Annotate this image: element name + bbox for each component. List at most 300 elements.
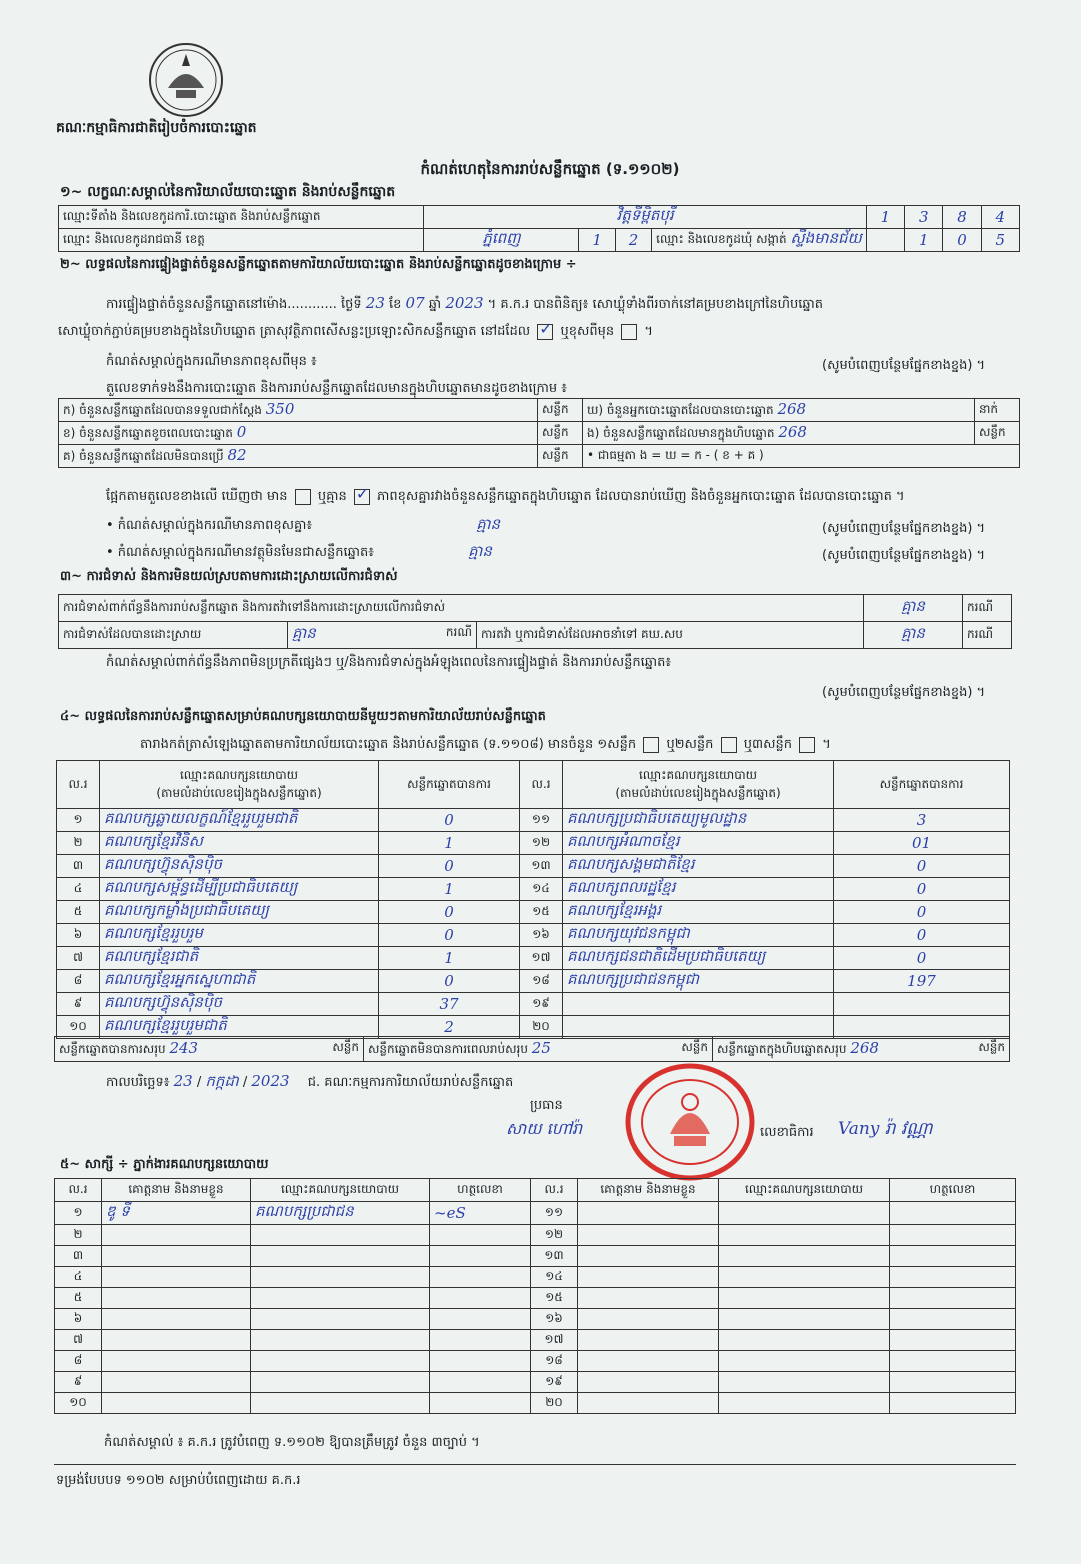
result-row <box>57 832 1010 855</box>
col-no-right: ល.រ <box>520 761 563 809</box>
changed-checkbox[interactable] <box>621 324 637 340</box>
col-party-left-title: ឈ្មោះគណបក្សនយោបាយ <box>179 767 299 782</box>
witness-name-left <box>102 1330 251 1351</box>
committee-logo-icon <box>146 40 226 120</box>
objection-label: ការជំទាស់ពាក់ព័ន្ធនឹងការរាប់សន្លឹកឆ្នោត និងការតវ៉ាទៅនឹងការដោះស្រាយលើការជំទាស់ <box>59 595 864 622</box>
result-no-left: ១ <box>57 809 100 832</box>
has-discrepancy-checkbox[interactable] <box>295 489 311 505</box>
verify-line-1-rest: ។ គ.ក.រ បានពិនិត្យ៖ សោឃ្លុំទាំងពីរចាក់នៅគម្របខាងក្រៅនៃហិបឆ្នោត <box>487 297 824 312</box>
witness-sign-left <box>430 1267 531 1288</box>
witness-party-right <box>719 1330 890 1351</box>
result-votes-left: 37 <box>379 993 520 1016</box>
appeal-value: គ្មាន <box>864 622 963 649</box>
result-no-right: ១៤ <box>520 878 563 901</box>
col-party-left-sub: (តាមលំដាប់លេខរៀងក្នុងសន្លឹកឆ្នោត) <box>156 785 322 800</box>
result-votes-right: 197 <box>834 970 1010 993</box>
result-party-left: គណបក្សកម្លាំងប្រជាធិបតេយ្យ <box>100 901 379 924</box>
spoiled-value: 0 <box>236 423 247 441</box>
commune-code-2: 0 <box>943 229 981 252</box>
witness-row <box>55 1288 1016 1309</box>
witness-no-right: ១៣ <box>531 1246 578 1267</box>
results-body <box>57 809 1010 1039</box>
result-no-left: ១០ <box>57 1016 100 1039</box>
witness-sign-left <box>430 1372 531 1393</box>
result-party-right: គណបក្សសង្គមជាតិខ្មែរ <box>563 855 834 878</box>
witness-no-left: ៣ <box>55 1246 102 1267</box>
col-party-right <box>563 761 834 809</box>
chair-signature: សាយ ហៅរ៉ា <box>506 1119 583 1138</box>
witness-party-left <box>251 1372 430 1393</box>
section-4-title: ៤~ លទ្ធផលនៃការរាប់សន្លឹកឆ្នោតសម្រាប់គណបក្សនយោបាយនីមួយៗតាមការិយាល័យរាប់សន្លឹកឆ្នោត <box>60 709 546 724</box>
location-code-1: 1 <box>866 206 904 229</box>
witness-table <box>54 1178 1016 1414</box>
result-no-left: ៦ <box>57 924 100 947</box>
result-votes-left: 0 <box>379 901 520 924</box>
commune-code-blank <box>866 229 904 252</box>
location-code-2: 3 <box>905 206 943 229</box>
result-party-left: គណបក្សឆ្លាយលក្ខណ៍ខ្មែររួបរួមជាតិ <box>100 809 379 832</box>
province-code-2: 2 <box>615 229 651 252</box>
location-label: ឈ្មោះទីតាំង និងលេខកូដការិ.បោះឆ្នោត និងរាប់សន្លឹកឆ្នោត <box>59 206 424 229</box>
objection-value: គ្មាន <box>864 595 963 622</box>
witness-no-left: ៦ <box>55 1309 102 1330</box>
witness-sign-left <box>430 1225 531 1246</box>
result-party-right: គណបក្សខ្មែរអង្គរ <box>563 901 834 924</box>
location-value: វិត្តទីម្ពិតបុរី <box>424 206 866 229</box>
verify-year: 2023 <box>445 294 484 312</box>
witness-name-left <box>102 1351 251 1372</box>
result-votes-right: 0 <box>834 924 1010 947</box>
witness-row <box>55 1202 1016 1225</box>
form-note: ទម្រង់បែបបទ ១១០២ សម្រាប់បំពេញដោយ គ.ក.រ <box>56 1473 301 1488</box>
witness-row <box>55 1330 1016 1351</box>
witness-sign-right <box>890 1372 1016 1393</box>
witness-no-left: ៤ <box>55 1267 102 1288</box>
seal-text: សោឃ្លុំចាក់ភ្ជាប់គម្របខាងក្នុងនៃហិបឆ្នោត ត្រាសុវត្ថិភាពសើសន្លះប្រឡោះសិកសន្លឹកឆ្នោត នៅដដែល <box>58 324 531 339</box>
date-day: 23 <box>173 1072 193 1090</box>
received-label: ក) ចំនួនសន្លឹកឆ្នោតដែលបានទទួលជាក់ស្តែង <box>63 403 262 417</box>
witness-name-right <box>578 1330 719 1351</box>
result-row <box>57 855 1010 878</box>
result-no-right: ១៧ <box>520 947 563 970</box>
result-party-right <box>563 993 834 1016</box>
result-row <box>57 924 1010 947</box>
verify-time-label: ការផ្ទៀងផ្ទាត់ចំនួនសន្លឹកឆ្នោតនៅម៉ោង............ ថ្ងៃទី <box>106 297 362 312</box>
result-row <box>57 809 1010 832</box>
has-label: ផ្អែកតាមតួលេខខាងលើ ឃើញថា មាន <box>106 489 288 504</box>
w-col-party-right: ឈ្មោះគណបក្សនយោបាយ <box>719 1179 890 1202</box>
result-row <box>57 947 1010 970</box>
witness-name-right <box>578 1246 719 1267</box>
witness-sign-left <box>430 1393 531 1414</box>
witness-name-left <box>102 1225 251 1246</box>
committee-name: គណៈកម្មាធិការជាតិរៀបចំការបោះឆ្នោត <box>56 120 257 136</box>
result-votes-left: 0 <box>379 924 520 947</box>
result-votes-right: 0 <box>834 878 1010 901</box>
witness-sign-left <box>430 1330 531 1351</box>
object-note-line <box>106 542 492 564</box>
results-table <box>56 760 1010 1039</box>
tally-intro-text: តារាងកត់ត្រាសំឡេងឆ្នោតតាមការិយាល័យបោះឆ្នោត និងរាប់សន្លឹកឆ្នោត (ទ.១១០៨) មានចំនួន ១សន្លឹក <box>140 737 637 752</box>
witness-sign-right <box>890 1267 1016 1288</box>
section-1-table <box>58 205 1020 252</box>
result-row <box>57 878 1010 901</box>
witness-sign-left <box>430 1309 531 1330</box>
result-party-right: គណបក្សប្រជាធិបតេយ្យមូលដ្ឋាន <box>563 809 834 832</box>
province-code-1: 1 <box>579 229 615 252</box>
total-box-cell <box>713 1037 1010 1062</box>
col-party-right-title: ឈ្មោះគណបក្សនយោបាយ <box>638 767 758 782</box>
w-col-sign-right: ហត្ថលេខា <box>890 1179 1016 1202</box>
total-box-label: សន្លឹកឆ្នោតក្នុងហិបឆ្នោតសរុប <box>717 1042 847 1056</box>
date-year: 2023 <box>251 1072 290 1090</box>
discrepancy-line <box>106 488 905 507</box>
voters-value: 268 <box>777 400 807 418</box>
witness-party-left <box>251 1393 430 1414</box>
unchanged-checkbox[interactable] <box>537 324 553 340</box>
witness-sign-left <box>430 1288 531 1309</box>
w-col-no-left: ល.រ <box>55 1179 102 1202</box>
witness-sign-right <box>890 1288 1016 1309</box>
resolved-value: គ្មាន <box>292 624 316 642</box>
witness-party-right <box>719 1202 890 1225</box>
irregularity-note-end: (សូមបំពេញបន្ថែមផ្នែកខាងខ្នង) ។ <box>822 685 986 700</box>
result-party-right: គណបក្សជនជាតិដើមប្រជាធិបតេយ្យ <box>563 947 834 970</box>
witness-no-right: ២០ <box>531 1393 578 1414</box>
result-no-right: ២០ <box>520 1016 563 1039</box>
location-code-4: 4 <box>981 206 1019 229</box>
witness-party-left <box>251 1246 430 1267</box>
col-votes-right: សន្លឹកឆ្នោតបានការ <box>834 761 1010 809</box>
total-valid-value: 243 <box>169 1039 199 1057</box>
witness-name-right <box>578 1372 719 1393</box>
one-sheet-checkbox[interactable] <box>643 737 659 753</box>
witness-no-right: ១២ <box>531 1225 578 1246</box>
result-no-left: ២ <box>57 832 100 855</box>
object-note-text: • កំណត់សម្គាល់ក្នុងករណីមានវត្ថុមិនមែនជាសន្លឹកឆ្នោត៖ <box>106 545 374 560</box>
witness-name-left <box>102 1288 251 1309</box>
witness-no-left: ៩ <box>55 1372 102 1393</box>
witness-row <box>55 1393 1016 1414</box>
object-note-value: គ្មាន <box>468 542 492 560</box>
result-party-right: គណបក្សប្រជាជនកម្ពុជា <box>563 970 834 993</box>
commune-code-3: 5 <box>981 229 1019 252</box>
verify-line-2: សោឃ្លុំចាក់ភ្ជាប់គម្របខាងក្នុងនៃហិបឆ្នោត ត្រាសុវត្ថិភាពសើសន្លះប្រឡោះសិកសន្លឹកឆ្នោត នៅដដែល ✓ ឬខុសពីមុន ។ <box>58 323 653 342</box>
witness-party-right <box>719 1267 890 1288</box>
witness-name-right <box>578 1225 719 1246</box>
diff-note-back: (សូមបំពេញបន្ថែមផ្នែកខាងខ្នង) ។ <box>822 521 986 536</box>
witness-row <box>55 1309 1016 1330</box>
inbox-unit: សន្លឹក <box>975 422 1020 445</box>
witness-party-right <box>719 1351 890 1372</box>
result-row <box>57 970 1010 993</box>
inbox-label: ង) ចំនួនសន្លឹកឆ្នោតដែលមានក្នុងហិបឆ្នោត <box>587 426 775 440</box>
resolved-label: ការជំទាស់ដែលបានដោះស្រាយ <box>63 627 202 641</box>
result-no-right: ១១ <box>520 809 563 832</box>
witness-sign-right <box>890 1202 1016 1225</box>
witness-no-right: ១៥ <box>531 1288 578 1309</box>
section-5-title: ៥~ សាក្សី ÷ ភ្នាក់ងារគណបក្សនយោបាយ <box>60 1157 269 1172</box>
received-value: 350 <box>265 400 295 418</box>
unused-value: 82 <box>227 446 247 464</box>
result-no-right: ១៥ <box>520 901 563 924</box>
witness-row <box>55 1246 1016 1267</box>
commune-label: ឈ្មោះ និងលេខកូដឃុំ សង្កាត់ <box>656 232 787 246</box>
appeal-case: ករណី <box>963 622 1012 649</box>
result-votes-right: 3 <box>834 809 1010 832</box>
result-party-left: គណបក្សខ្មែររួបរួមជាតិ <box>100 1016 379 1039</box>
result-no-left: ៣ <box>57 855 100 878</box>
objections-table <box>58 594 1012 649</box>
witness-sign-right <box>890 1393 1016 1414</box>
voters-unit: នាក់ <box>975 399 1020 422</box>
result-party-left: គណបក្សខ្មែរជាតិ <box>100 947 379 970</box>
witness-no-right: ១៦ <box>531 1309 578 1330</box>
spoiled-label: ខ) ចំនួនសន្លឹកឆ្នោតខូចពេលបោះឆ្នោត <box>63 426 233 440</box>
witness-sign-left <box>430 1351 531 1372</box>
result-party-right: គណបក្សពលរដ្ឋខ្មែរ <box>563 878 834 901</box>
inbox-cell <box>583 422 975 445</box>
witness-name-left <box>102 1309 251 1330</box>
witness-name-right <box>578 1309 719 1330</box>
secretary-signature: Vany រ៉ា វណ្ណា <box>838 1119 933 1139</box>
witness-name-left <box>102 1372 251 1393</box>
witness-party-left <box>251 1351 430 1372</box>
result-party-left: គណបក្សសម្ព័ន្ធដើម្បីប្រជាធិបតេយ្យ <box>100 878 379 901</box>
witness-name-left: ឌូ ទី <box>102 1202 251 1225</box>
result-party-left: គណបក្សហ៊្វុនស៊ិនប៉ិច <box>100 855 379 878</box>
resolved-cell <box>59 622 288 649</box>
no-discrepancy-checkbox[interactable] <box>354 489 370 505</box>
tally-intro: តារាងកត់ត្រាសំឡេងឆ្នោតតាមការិយាល័យបោះឆ្នោត និងរាប់សន្លឹកឆ្នោត (ទ.១១០៨) មានចំនួន ១សន្លឹក ឬ២សន្លឹក ឬ៣សន្លឹក ។ <box>140 737 831 752</box>
received-cell <box>59 399 538 422</box>
footnote: កំណត់សម្គាល់ ៖ គ.ក.រ ត្រូវបំពេញ ទ.១១០២ ឱ្យបានត្រឹមត្រូវ ចំនួន ៣ច្បាប់ ។ <box>104 1435 480 1450</box>
figures-intro: តួលេខទាក់ទងនឹងការបោះឆ្នោត និងការរាប់សន្លឹកឆ្នោតដែលមានក្នុងហិបឆ្នោតមានដូចខាងក្រោម ៖ <box>106 381 567 396</box>
witness-no-right: ១៩ <box>531 1372 578 1393</box>
chair-label: ប្រធាន <box>530 1098 563 1113</box>
changed-label: ឬខុសពីមុន <box>560 324 615 339</box>
col-party-right-sub: (តាមលំដាប់លេខរៀងក្នុងសន្លឹកឆ្នោត) <box>615 785 781 800</box>
witness-name-right <box>578 1202 719 1225</box>
result-votes-right <box>834 993 1010 1016</box>
w-col-name-right: គោត្តនាម និងនាមខ្លួន <box>578 1179 719 1202</box>
commune-value: ស្ទឹងមានជ័យ <box>790 229 862 247</box>
province-value: ភ្នំពេញ <box>424 229 579 252</box>
witness-party-left <box>251 1288 430 1309</box>
two-sheet-checkbox[interactable] <box>721 737 737 753</box>
witness-no-left: ១ <box>55 1202 102 1225</box>
result-party-right: គណបក្សអំណាចខ្មែរ <box>563 832 834 855</box>
result-party-left: គណបក្សខ្មែរអ្នកស្នេហាជាតិ <box>100 970 379 993</box>
unused-unit: សន្លឹក <box>538 445 583 468</box>
section-2-title: ២~ លទ្ធផលនៃការផ្ទៀងផ្ទាត់ចំនួនសន្លឹកឆ្នោតតាមការិយាល័យបោះឆ្នោត និងរាប់សន្លឹកឆ្នោតដូចខាងក្រោម ÷ <box>60 257 577 272</box>
result-no-left: ៧ <box>57 947 100 970</box>
counting-committee: ជ. គណៈកម្មការការិយាល័យរាប់សន្លឹកឆ្នោត <box>307 1075 514 1090</box>
witness-no-left: ៧ <box>55 1330 102 1351</box>
object-note-back: (សូមបំពេញបន្ថែមផ្នែកខាងខ្នង) ។ <box>822 548 986 563</box>
col-votes-left: សន្លឹកឆ្នោតបានការ <box>379 761 520 809</box>
diff-note-line <box>106 515 500 537</box>
commune-cell <box>652 229 867 252</box>
voters-cell <box>583 399 975 422</box>
witness-no-left: ១០ <box>55 1393 102 1414</box>
result-votes-left: 1 <box>379 832 520 855</box>
section-3-title: ៣~ ការជំទាស់ និងការមិនយល់ស្របតាមការដោះស្រាយលើការជំទាស់ <box>60 569 398 584</box>
result-no-left: ៨ <box>57 970 100 993</box>
witness-no-right: ១១ <box>531 1202 578 1225</box>
total-invalid-value: 25 <box>531 1039 551 1057</box>
result-votes-left: 2 <box>379 1016 520 1039</box>
total-valid-unit: សន្លឹក <box>332 1040 359 1054</box>
result-votes-left: 0 <box>379 855 520 878</box>
footer-divider <box>54 1464 1016 1465</box>
witness-party-left <box>251 1330 430 1351</box>
result-no-right: ១៨ <box>520 970 563 993</box>
official-stamp-icon <box>620 1062 760 1182</box>
result-no-left: ៥ <box>57 901 100 924</box>
resolved-value-cell <box>288 622 477 649</box>
witness-party-right <box>719 1393 890 1414</box>
province-label <box>59 229 424 252</box>
total-valid-label: សន្លឹកឆ្នោតបានការសរុប <box>59 1042 166 1056</box>
resolved-case: ករណី <box>445 625 472 639</box>
result-votes-left: 1 <box>379 947 520 970</box>
voters-label: ឃ) ចំនួនអ្នកបោះឆ្នោតដែលបានបោះឆ្នោត <box>587 403 774 417</box>
two-sheet-label: ឬ២សន្លឹក <box>666 737 714 752</box>
secretary-label: លេខាធិការ <box>760 1125 814 1140</box>
witness-no-left: ៨ <box>55 1351 102 1372</box>
diff-note-label: កំណត់សម្គាល់ក្នុងករណីមានភាពខុសពីមុន ៖ <box>106 354 317 369</box>
form-title: កំណត់ហេតុនៃការរាប់សន្លឹកឆ្នោត (ទ.១១០២) <box>420 160 680 178</box>
result-party-right: គណបក្សយុវជនកម្ពុជា <box>563 924 834 947</box>
witness-sign-left <box>430 1246 531 1267</box>
witness-party-left <box>251 1309 430 1330</box>
witness-party-left: គណបក្សប្រជាជន <box>251 1202 430 1225</box>
three-sheet-label: ឬ៣សន្លឹក <box>743 737 792 752</box>
witness-party-right <box>719 1372 890 1393</box>
spoiled-unit: សន្លឹក <box>538 422 583 445</box>
witness-sign-right <box>890 1309 1016 1330</box>
witness-row <box>55 1267 1016 1288</box>
formula: • ជាធម្មតា ង = ឃ = ក - ( ខ + គ ) <box>583 445 1020 468</box>
result-votes-right: 01 <box>834 832 1010 855</box>
inbox-value: 268 <box>778 423 807 441</box>
w-col-party-left: ឈ្មោះគណបក្សនយោបាយ <box>251 1179 430 1202</box>
province-label-text: ឈ្មោះ និងលេខកូដរាជធានី ខេត្ត <box>63 232 205 246</box>
commune-code-1: 1 <box>905 229 943 252</box>
verify-line-1 <box>106 294 823 315</box>
result-no-right: ១៦ <box>520 924 563 947</box>
total-invalid-unit: សន្លឹក <box>681 1040 708 1054</box>
verify-day: 23 <box>365 294 385 312</box>
result-no-right: ១៩ <box>520 993 563 1016</box>
witness-name-left <box>102 1267 251 1288</box>
witness-row <box>55 1225 1016 1246</box>
result-votes-left: 0 <box>379 809 520 832</box>
witness-no-left: ២ <box>55 1225 102 1246</box>
irregularity-note: កំណត់សម្គាល់ពាក់ព័ន្ធនឹងភាពមិនប្រក្រតីផ្សេងៗ ឬ/និងការជំទាស់ក្នុងអំឡុងពេលនៃការផ្ទៀងផ្ទាត់ និងការរាប់សន្លឹកឆ្នោត៖ <box>106 655 672 670</box>
unused-label: គ) ចំនួនសន្លឹកឆ្នោតដែលមិនបានប្រើ <box>63 449 224 463</box>
witness-row <box>55 1372 1016 1393</box>
result-no-right: ១២ <box>520 832 563 855</box>
result-no-left: ៩ <box>57 993 100 1016</box>
witness-sign-right <box>890 1330 1016 1351</box>
result-party-left: គណបក្សខ្មែររួបរួម <box>100 924 379 947</box>
result-no-right: ១៣ <box>520 855 563 878</box>
section-1-title: ១~ លក្ខណៈសម្គាល់នៃការិយាល័យបោះឆ្នោត និងរាប់សន្លឹកឆ្នោត <box>60 184 396 200</box>
result-votes-right: 0 <box>834 901 1010 924</box>
three-sheet-checkbox[interactable] <box>799 737 815 753</box>
spoiled-cell <box>59 422 538 445</box>
witness-name-right <box>578 1267 719 1288</box>
figures-table <box>58 398 1020 468</box>
witness-no-right: ១៧ <box>531 1330 578 1351</box>
total-invalid-label: សន្លឹកឆ្នោតមិនបានការពេលរាប់សរុប <box>368 1042 528 1056</box>
col-party-left <box>100 761 379 809</box>
verify-year-label: ឆ្នាំ <box>428 297 442 312</box>
witness-no-right: ១៤ <box>531 1267 578 1288</box>
result-party-left: គណបក្សខ្មែរវិនិស <box>100 832 379 855</box>
witness-sign-right <box>890 1246 1016 1267</box>
w-col-no-right: ល.រ <box>531 1179 578 1202</box>
w-col-name-left: គោត្តនាម និងនាមខ្លួន <box>102 1179 251 1202</box>
objection-case: ករណី <box>963 595 1012 622</box>
none-label: ឬគ្មាន <box>317 489 347 504</box>
witness-name-left <box>102 1246 251 1267</box>
witness-sign-left: ~eS <box>430 1202 531 1225</box>
witness-name-right <box>578 1288 719 1309</box>
diff-note-end: (សូមបំពេញបន្ថែមផ្នែកខាងខ្នង) ។ <box>822 358 986 373</box>
witness-party-left <box>251 1267 430 1288</box>
total-invalid-cell <box>364 1037 713 1062</box>
witness-no-left: ៥ <box>55 1288 102 1309</box>
witness-sign-right <box>890 1351 1016 1372</box>
total-box-value: 268 <box>850 1039 879 1057</box>
date-month: កក្កដា <box>205 1072 239 1090</box>
result-party-left: គណបក្សហ៊្វុនស៊ិនប៉ិច <box>100 993 379 1016</box>
witness-sign-right <box>890 1225 1016 1246</box>
unused-cell <box>59 445 538 468</box>
diff-note-text: • កំណត់សម្គាល់ក្នុងករណីមានភាពខុសគ្នា៖ <box>106 518 313 533</box>
result-row <box>57 901 1010 924</box>
diff-note-value: គ្មាន <box>476 515 500 533</box>
result-votes-right: 0 <box>834 855 1010 878</box>
witness-party-right <box>719 1246 890 1267</box>
result-no-left: ៤ <box>57 878 100 901</box>
received-unit: សន្លឹក <box>538 399 583 422</box>
witness-name-left <box>102 1393 251 1414</box>
col-no-left: ល.រ <box>57 761 100 809</box>
witness-name-right <box>578 1351 719 1372</box>
verify-month-label: ខែ <box>389 297 402 312</box>
date-label: កាលបរិច្ឆេទ៖ <box>106 1075 170 1090</box>
date-line: កាលបរិច្ឆេទ៖ 23 / កក្កដា / 2023 ជ. គណៈកម្មការការិយាល័យរាប់សន្លឹកឆ្នោត <box>106 1072 514 1090</box>
result-votes-right: 0 <box>834 947 1010 970</box>
discrepancy-text: ភាពខុសគ្នារវាងចំនួនសន្លឹកឆ្នោតក្នុងហិបឆ្នោត ដែលបានរាប់ឃើញ និងចំនួនអ្នកបោះឆ្នោត ដែលបានបោះឆ្នោត ។ <box>377 489 905 504</box>
location-code-3: 8 <box>943 206 981 229</box>
total-valid-cell <box>55 1037 364 1062</box>
witness-party-right <box>719 1309 890 1330</box>
witness-no-right: ១៨ <box>531 1351 578 1372</box>
total-box-unit: សន្លឹក <box>978 1040 1005 1054</box>
totals-table <box>54 1036 1010 1062</box>
witness-party-right <box>719 1288 890 1309</box>
witness-party-left <box>251 1225 430 1246</box>
verify-month: 07 <box>405 294 425 312</box>
result-votes-left: 1 <box>379 878 520 901</box>
witness-body <box>55 1202 1016 1414</box>
appeal-label: ការតវ៉ា ឬការជំទាស់ដែលអាចនាំទៅ គឃ.សប <box>477 622 864 649</box>
